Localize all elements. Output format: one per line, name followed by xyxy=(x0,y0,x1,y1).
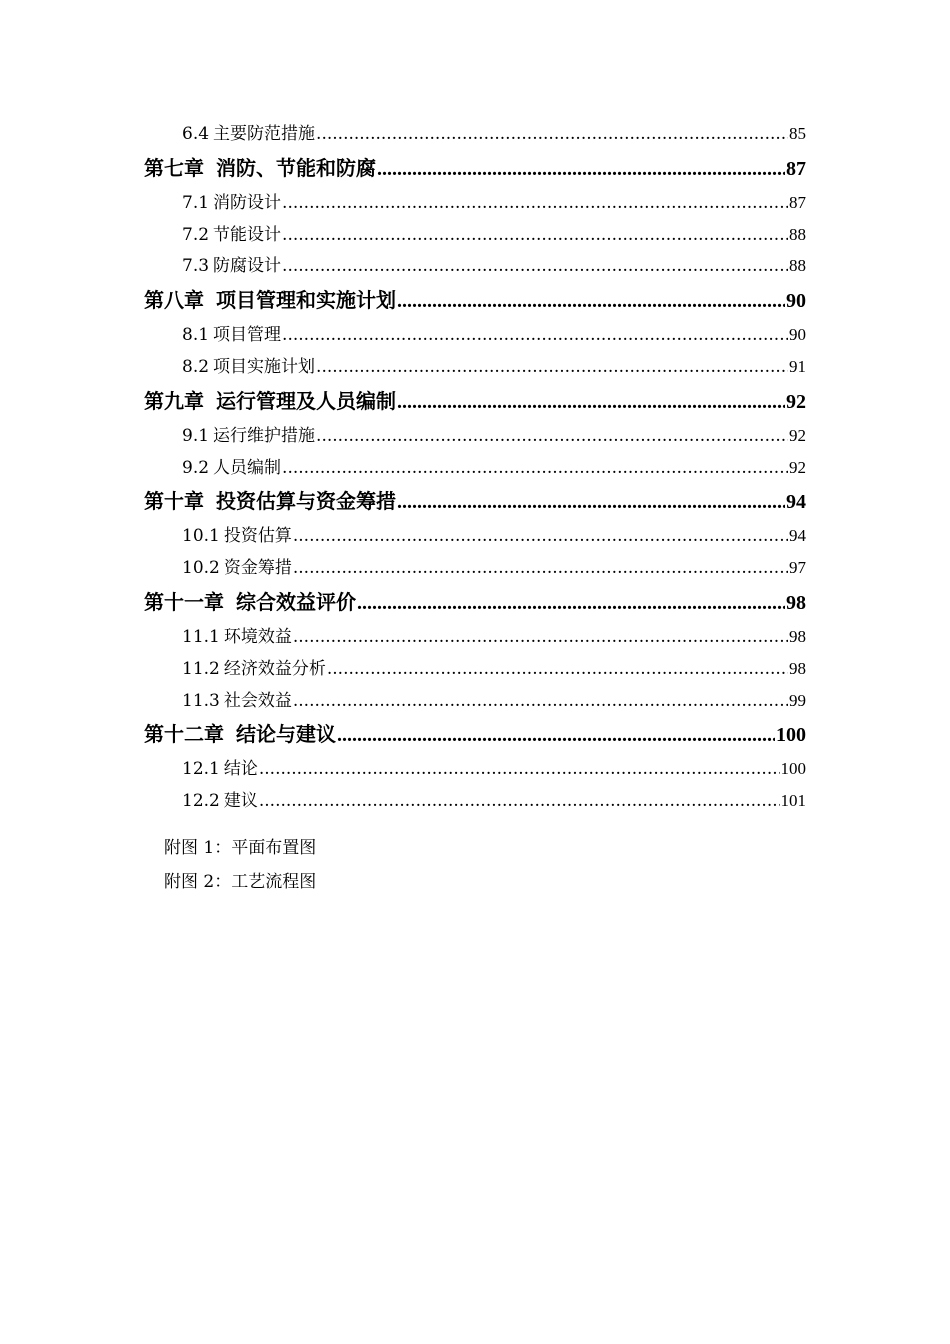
toc-section-6-4[interactable] xyxy=(144,118,806,150)
toc-entry-label: 9.2 人员编制 xyxy=(182,457,282,478)
toc-section-12-1[interactable] xyxy=(144,753,806,785)
dot-leader xyxy=(293,553,788,584)
toc-entry-label: 8.1 项目管理 xyxy=(182,325,282,346)
toc-entry-label: 6.4 主要防范措施 xyxy=(182,124,316,144)
dot-leader xyxy=(357,584,785,621)
dot-leader xyxy=(293,686,788,717)
toc-section-11-3[interactable] xyxy=(144,685,806,717)
toc-section-12-2[interactable] xyxy=(144,785,806,817)
toc-page-number: 92 xyxy=(786,390,806,413)
toc-entry-label: 8.2 项目实施计划 xyxy=(182,356,316,377)
toc-section-7-1[interactable] xyxy=(144,187,806,219)
dot-leader xyxy=(397,383,785,420)
toc-entry-label: 11.2 经济效益分析 xyxy=(182,658,326,679)
dot-leader xyxy=(282,320,788,351)
toc-entry-label: 12.1 结论 xyxy=(182,759,258,780)
toc-chapter-11[interactable] xyxy=(144,584,806,621)
toc-page-number: 88 xyxy=(789,256,806,276)
toc-page-number: 100 xyxy=(776,724,806,747)
toc-page-number: 94 xyxy=(789,526,806,546)
toc-chapter-9[interactable] xyxy=(144,383,806,420)
toc-chapter-10[interactable] xyxy=(144,483,806,520)
toc-entry-label: 第八章 项目管理和实施计划 xyxy=(144,288,396,313)
toc-section-8-2[interactable] xyxy=(144,351,806,383)
toc-entry-label: 第九章 运行管理及人员编制 xyxy=(144,388,396,413)
table-of-contents xyxy=(144,118,806,817)
toc-chapter-7[interactable] xyxy=(144,150,806,187)
toc-page-number: 101 xyxy=(780,791,806,811)
toc-page-number: 92 xyxy=(789,425,806,445)
toc-entry-label: 11.1 环境效益 xyxy=(182,626,292,647)
toc-entry-label: 7.1 消防设计 xyxy=(182,192,282,213)
dot-leader xyxy=(293,622,788,653)
toc-chapter-12[interactable] xyxy=(144,716,806,753)
toc-entry-label: 第十章 投资估算与资金筹措 xyxy=(144,489,396,514)
toc-section-8-1[interactable] xyxy=(144,319,806,351)
dot-leader xyxy=(316,352,788,383)
dot-leader xyxy=(377,150,785,187)
dot-leader xyxy=(316,119,788,150)
dot-leader xyxy=(282,251,788,282)
dot-leader xyxy=(259,754,780,785)
appendix-figure-1: 附图 1：平面布置图 xyxy=(164,838,317,858)
toc-chapter-8[interactable] xyxy=(144,282,806,319)
toc-page-number: 87 xyxy=(789,192,806,212)
toc-section-7-3[interactable] xyxy=(144,250,806,282)
toc-section-10-2[interactable] xyxy=(144,552,806,584)
toc-section-10-1[interactable] xyxy=(144,520,806,552)
toc-section-11-2[interactable] xyxy=(144,653,806,685)
toc-entry-label: 11.3 社会效益 xyxy=(182,690,292,711)
toc-page-number: 94 xyxy=(786,491,806,514)
toc-page-number: 85 xyxy=(789,124,806,143)
toc-page-number: 91 xyxy=(789,356,806,376)
dot-leader xyxy=(397,483,785,520)
dot-leader xyxy=(327,654,788,685)
toc-page-number: 98 xyxy=(789,626,806,646)
dot-leader xyxy=(282,220,788,251)
toc-page-number: 98 xyxy=(786,591,806,614)
toc-entry-label: 7.2 节能设计 xyxy=(182,224,282,245)
toc-section-9-2[interactable] xyxy=(144,452,806,484)
toc-page-number: 87 xyxy=(786,157,806,180)
dot-leader xyxy=(282,188,788,219)
toc-entry-label: 第七章 消防、节能和防腐 xyxy=(144,155,376,180)
toc-page-number: 97 xyxy=(789,558,806,578)
toc-section-9-1[interactable] xyxy=(144,420,806,452)
dot-leader xyxy=(316,421,788,452)
toc-entry-label: 第十一章 综合效益评价 xyxy=(144,589,356,614)
dot-leader xyxy=(259,786,780,817)
dot-leader xyxy=(337,716,775,753)
toc-entry-label: 10.1 投资估算 xyxy=(182,526,292,547)
toc-page-number: 90 xyxy=(786,290,806,313)
toc-entry-label: 9.1 运行维护措施 xyxy=(182,425,316,446)
toc-page-number: 90 xyxy=(789,325,806,345)
dot-leader xyxy=(293,521,788,552)
toc-entry-label: 12.2 建议 xyxy=(182,791,258,812)
toc-section-11-1[interactable] xyxy=(144,621,806,653)
appendix-figure-2: 附图 2：工艺流程图 xyxy=(164,872,317,892)
toc-entry-label: 10.2 资金筹措 xyxy=(182,558,292,579)
dot-leader xyxy=(282,453,788,484)
dot-leader xyxy=(397,282,785,319)
toc-page-number: 100 xyxy=(780,759,806,779)
toc-entry-label: 第十二章 结论与建议 xyxy=(144,722,336,747)
toc-page-number: 98 xyxy=(789,658,806,678)
toc-entry-label: 7.3 防腐设计 xyxy=(182,256,282,277)
toc-page-number: 99 xyxy=(789,690,806,710)
toc-page-number: 88 xyxy=(789,224,806,244)
toc-section-7-2[interactable] xyxy=(144,219,806,251)
toc-page-number: 92 xyxy=(789,457,806,477)
